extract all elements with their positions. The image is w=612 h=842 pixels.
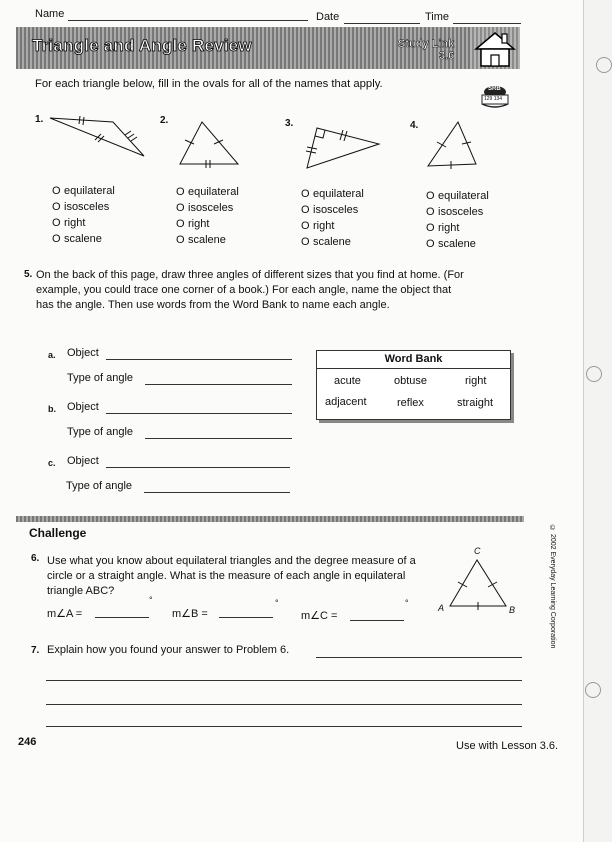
problem-1-number: 1.	[35, 114, 44, 125]
problem-2-number: 2.	[160, 115, 169, 126]
binder-hole	[586, 366, 602, 382]
word-bank-word: reflex	[397, 397, 424, 409]
triangle-4-figure	[420, 118, 480, 170]
challenge-heading: Challenge	[29, 526, 87, 540]
answer-line[interactable]	[316, 657, 522, 658]
word-bank-word: straight	[457, 397, 494, 409]
srb-pages: 129 134	[484, 96, 503, 102]
option-isosceles[interactable]: O isosceles	[301, 204, 359, 216]
vertex-c-label: C	[474, 546, 481, 556]
measure-b-field[interactable]	[219, 617, 273, 618]
option-equilateral[interactable]: O equilateral	[52, 185, 115, 197]
copyright-notice: © 2002 Everyday Learning Corporation	[549, 525, 556, 649]
option-right[interactable]: O right	[176, 218, 210, 230]
triangle-1-options	[52, 183, 115, 247]
option-isosceles[interactable]: O isosceles	[52, 201, 110, 213]
measure-c-label: m∠C =	[301, 610, 338, 622]
part-b-object-label: Object	[67, 401, 99, 413]
part-b-type-field[interactable]	[145, 438, 292, 439]
option-scalene[interactable]: O scalene	[176, 234, 226, 246]
answer-line[interactable]	[46, 680, 522, 681]
problem-5-number: 5.	[24, 269, 33, 280]
instructions: For each triangle below, fill in the ovals for all of the names that apply.	[35, 78, 383, 90]
option-scalene[interactable]: O scalene	[52, 233, 102, 245]
study-link-number: 3.6	[438, 50, 455, 62]
srb-label: SRB	[488, 86, 501, 92]
word-bank	[316, 350, 511, 420]
word-bank-word: right	[465, 375, 487, 387]
vertex-b-label: B	[509, 605, 516, 615]
word-bank-word: obtuse	[394, 375, 428, 387]
part-b-type-label: Type of angle	[67, 426, 134, 438]
binder-hole	[596, 57, 612, 73]
option-equilateral[interactable]: O equilateral	[301, 188, 364, 200]
answer-line[interactable]	[46, 704, 522, 705]
option-right[interactable]: O right	[52, 217, 86, 229]
date-label: Date	[316, 11, 340, 23]
option-equilateral[interactable]: O equilateral	[176, 186, 239, 198]
measure-c-field[interactable]	[350, 620, 404, 621]
lesson-reference: Use with Lesson 3.6.	[456, 740, 559, 752]
problem-7-text: Explain how you found your answer to Problem 6.	[47, 644, 290, 656]
option-right[interactable]: O right	[301, 220, 335, 232]
name-label: Name	[35, 8, 65, 20]
part-c-type-field[interactable]	[144, 492, 290, 493]
measure-b-label: m∠B =	[172, 608, 208, 620]
time-label: Time	[425, 11, 450, 23]
date-field[interactable]	[344, 23, 420, 24]
problem-3-number: 3.	[285, 118, 294, 129]
part-a-object-label: Object	[67, 347, 99, 359]
part-c-letter: c.	[48, 458, 56, 468]
word-bank-word: adjacent	[325, 396, 367, 408]
problem-6-text: Use what you know about equilateral triangles and the degree measure of a circle or a straight angle. What is the measure of each angle in equilateral triangle ABC?	[47, 555, 416, 597]
study-link-text: Study Link	[398, 38, 455, 50]
part-c-type-label: Type of angle	[66, 480, 133, 492]
measure-a-label: m∠A =	[47, 608, 83, 620]
degree-symbol: °	[275, 598, 279, 608]
problem-5-text: On the back of this page, draw three angles of different sizes that you find at home. (For example, you could trace one corner of a book.) For each angle, name the object that has the angle. Then use words from the Word Bank to name each angle.	[36, 269, 464, 311]
part-a-type-field[interactable]	[145, 384, 292, 385]
triangle-2-options	[176, 184, 239, 248]
problem-7-number: 7.	[31, 645, 40, 656]
house-icon	[470, 27, 520, 69]
part-a-type-label: Type of angle	[67, 372, 134, 384]
part-c-object-label: Object	[67, 455, 99, 467]
triangle-abc-figure	[446, 556, 508, 610]
binder-hole	[585, 682, 601, 698]
triangle-3-options	[301, 186, 364, 250]
name-field[interactable]	[68, 20, 308, 21]
part-b-letter: b.	[48, 404, 56, 414]
problem-4-number: 4.	[410, 120, 419, 131]
time-field[interactable]	[453, 23, 521, 24]
page-number: 246	[18, 736, 37, 748]
part-c-object-field[interactable]	[106, 467, 290, 468]
degree-symbol: °	[149, 595, 153, 605]
part-a-letter: a.	[48, 350, 56, 360]
vertex-a-label: A	[438, 603, 445, 613]
triangle-1-figure	[40, 112, 150, 162]
option-scalene[interactable]: O scalene	[301, 236, 351, 248]
option-isosceles[interactable]: O isosceles	[176, 202, 234, 214]
word-bank-title: Word Bank	[317, 351, 510, 369]
part-a-object-field[interactable]	[106, 359, 292, 360]
page-title: Triangle and Angle Review	[32, 36, 252, 55]
option-isosceles[interactable]: O isosceles	[426, 206, 484, 218]
problem-6-number: 6.	[31, 553, 40, 564]
option-scalene[interactable]: O scalene	[426, 238, 476, 250]
answer-line[interactable]	[46, 726, 522, 727]
degree-symbol: °	[405, 598, 409, 608]
part-b-object-field[interactable]	[106, 413, 292, 414]
triangle-3-figure	[295, 116, 385, 171]
srb-badge	[479, 85, 511, 111]
study-link-label	[398, 38, 454, 62]
option-equilateral[interactable]: O equilateral	[426, 190, 489, 202]
triangle-2-figure	[172, 116, 242, 168]
challenge-divider	[16, 516, 524, 522]
option-right[interactable]: O right	[426, 222, 460, 234]
word-bank-word: acute	[334, 375, 361, 387]
triangle-4-options	[426, 188, 489, 252]
measure-a-field[interactable]	[95, 617, 149, 618]
